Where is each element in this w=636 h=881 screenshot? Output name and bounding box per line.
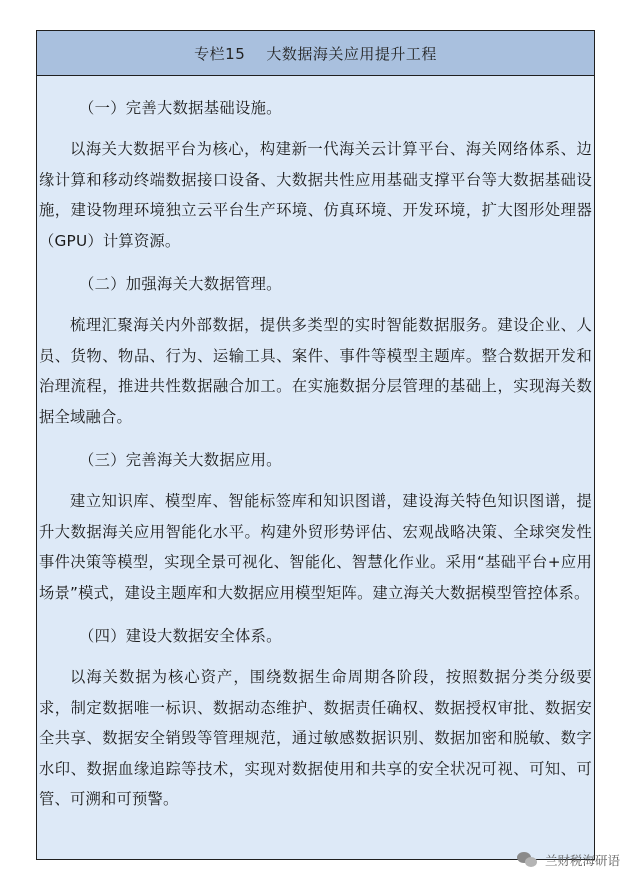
section-2 bbox=[39, 272, 592, 432]
section-paragraph: 以海关数据为核心资产，围绕数据生命周期各阶段，按照数据分类分级要求，制定数据唯一标识、数据动态维护、数据责任确权、数据授权审批、数据安全共享、数据安全销毁等管理规范，通过敏感数据识别、数据加密和脱敏、数字水印、数据血缘追踪等技术，实现对数据使用和共享的安全状况可视、可知、可管、可溯和可预警。 bbox=[39, 668, 592, 808]
section-heading: （一）完善大数据基础设施。 bbox=[79, 99, 282, 117]
box-content bbox=[37, 76, 594, 815]
watermark-text: 兰财税海研语 bbox=[544, 853, 620, 868]
section-paragraph: 梳理汇聚海关内外部数据，提供多类型的实时智能数据服务。建设企业、人员、货物、物品、行为、运输工具、案件、事件等模型主题库。整合数据开发和治理流程，推进共性数据融合加工。在实施数据分层管理的基础上，实现海关数据全域融合。 bbox=[39, 316, 592, 426]
wechat-icon bbox=[517, 852, 539, 868]
section-paragraph: 建立知识库、模型库、智能标签库和知识图谱，建设海关特色知识图谱，提升大数据海关应用智能化水平。构建外贸形势评估、宏观战略决策、全球突发性事件决策等模型，实现全景可视化、智能化、智慧化作业。采用“基础平台+应用场景”模式，建设主题库和大数据应用模型矩阵。建立海关大数据模型管控体系。 bbox=[39, 492, 592, 602]
box-title: 专栏15 大数据海关应用提升工程 bbox=[37, 31, 594, 76]
source-watermark bbox=[517, 851, 620, 869]
section-4 bbox=[39, 624, 592, 815]
feature-box bbox=[36, 30, 595, 860]
section-heading: （二）加强海关大数据管理。 bbox=[79, 275, 282, 293]
section-3 bbox=[39, 448, 592, 608]
section-heading: （四）建设大数据安全体系。 bbox=[79, 627, 282, 645]
section-paragraph: 以海关大数据平台为核心，构建新一代海关云计算平台、海关网络体系、边缘计算和移动终端数据接口设备、大数据共性应用基础支撑平台等大数据基础设施，建设物理环境独立云平台生产环境、仿真环境、开发环境，扩大图形处理器（GPU）计算资源。 bbox=[39, 140, 592, 250]
section-heading: （三）完善海关大数据应用。 bbox=[79, 451, 282, 469]
section-1 bbox=[39, 96, 592, 256]
